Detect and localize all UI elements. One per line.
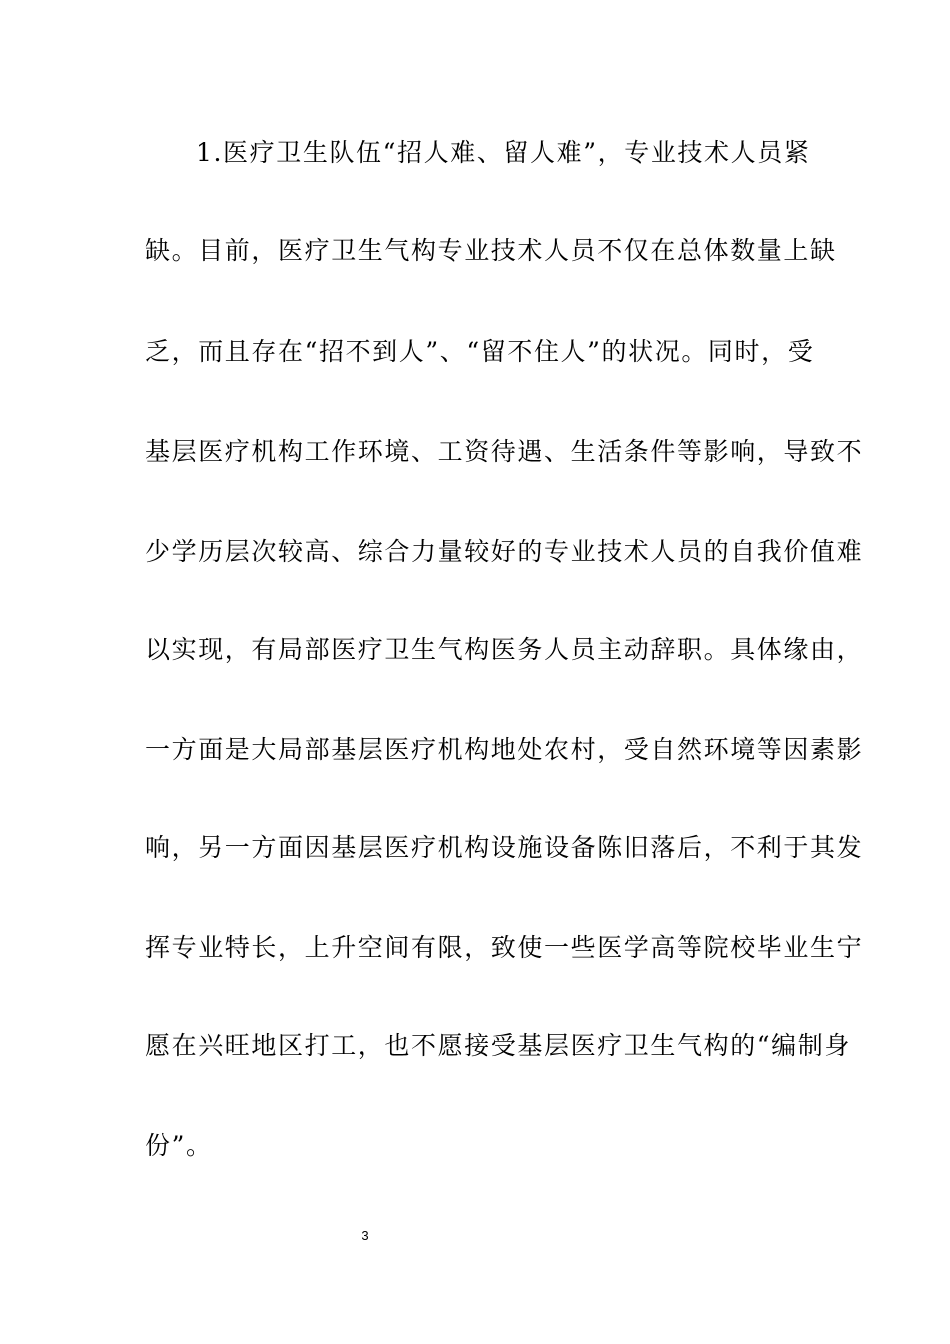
- paragraph-line: 愿在兴旺地区打工，也不愿接受基层医疗卫生气构的“编制身: [145, 1031, 851, 1060]
- page-number: 3: [361, 1228, 369, 1243]
- paragraph-line: 少学历层次较高、综合力量较好的专业技术人员的自我价值难: [145, 537, 864, 566]
- paragraph-line: 乏，而且存在“招不到人”、“留不住人”的状况。同时，受: [145, 337, 815, 366]
- paragraph-line: 响，另一方面因基层医疗机构设施设备陈旧落后，不利于其发: [145, 833, 864, 862]
- paragraph-line: 1.医疗卫生队伍“招人难、留人难”，专业技术人员紧: [196, 138, 811, 167]
- paragraph-line: 缺。目前，医疗卫生气构专业技术人员不仅在总体数量上缺: [145, 236, 837, 265]
- paragraph-line: 份”。: [145, 1131, 213, 1160]
- paragraph-line: 基层医疗机构工作环境、工资待遇、生活条件等影响，导致不: [145, 437, 864, 466]
- paragraph-line: 一方面是大局部基层医疗机构地处农村，受自然环境等因素影: [145, 735, 864, 764]
- paragraph-line: 挥专业特长，上升空间有限，致使一些医学高等院校毕业生宁: [145, 933, 864, 962]
- paragraph-line: 以实现，有局部医疗卫生气构医务人员主动辞职。具体缘由，: [145, 635, 864, 664]
